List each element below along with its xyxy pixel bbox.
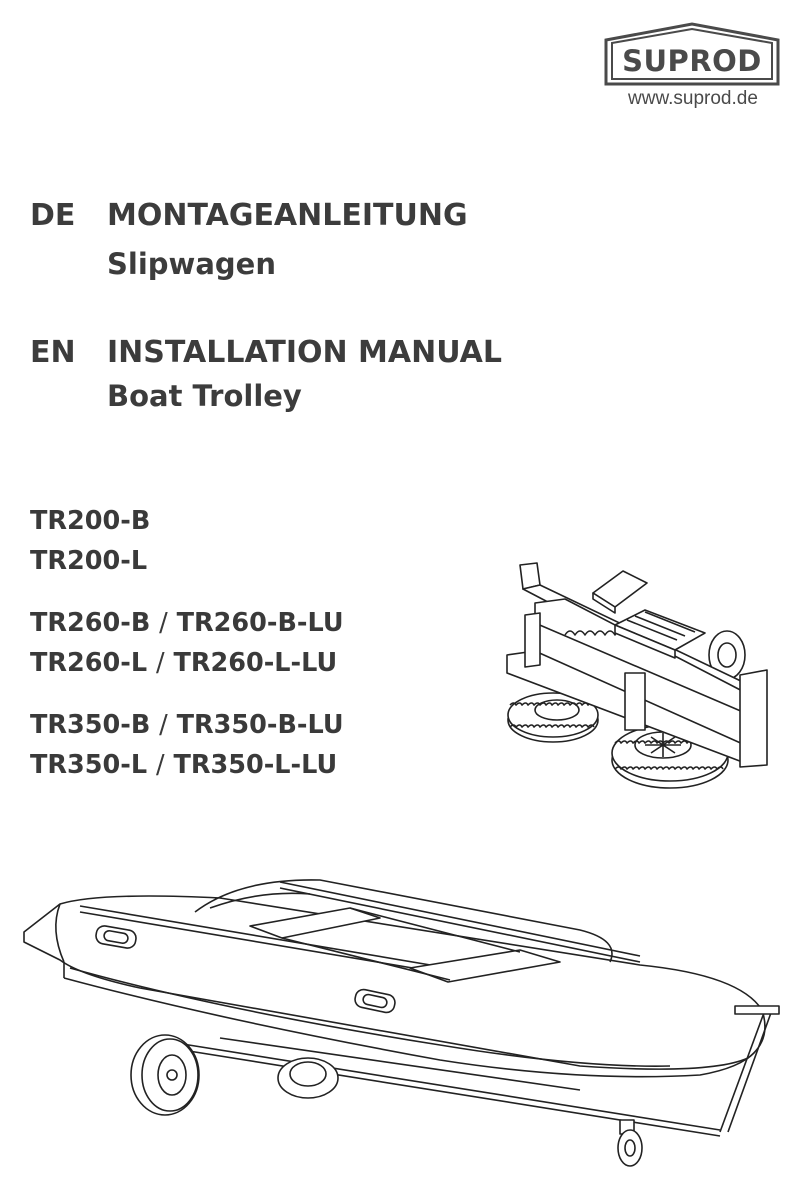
model-item: TR200-B [30, 506, 151, 536]
title-de: MONTAGEANLEITUNG [107, 198, 468, 233]
boat-trolley-jockey-wheel [618, 1120, 642, 1166]
inflatable-boat-on-trolley-drawing [20, 870, 785, 1170]
boat-trolley-wheel-front [131, 1035, 199, 1115]
subtitle-de: Slipwagen [107, 247, 276, 281]
website-url: www.suprod.de [628, 88, 758, 109]
lang-code-de: DE [30, 198, 76, 233]
model-item: TR260-B / TR260-B-LU [30, 608, 344, 638]
lang-code-en: EN [30, 335, 76, 370]
suprod-logo [602, 22, 782, 88]
boat-trolley-wheel-rear [278, 1058, 338, 1098]
boat-hull [24, 896, 765, 1077]
model-item: TR260-L / TR260-L-LU [30, 648, 338, 678]
boat-trolley-drawing [495, 555, 795, 800]
model-item: TR350-B / TR350-B-LU [30, 710, 344, 740]
model-item: TR200-L [30, 546, 148, 576]
title-en: INSTALLATION MANUAL [107, 335, 502, 370]
subtitle-en: Boat Trolley [107, 379, 302, 413]
model-item: TR350-L / TR350-L-LU [30, 750, 338, 780]
logo-text: SUPROD [622, 44, 762, 78]
